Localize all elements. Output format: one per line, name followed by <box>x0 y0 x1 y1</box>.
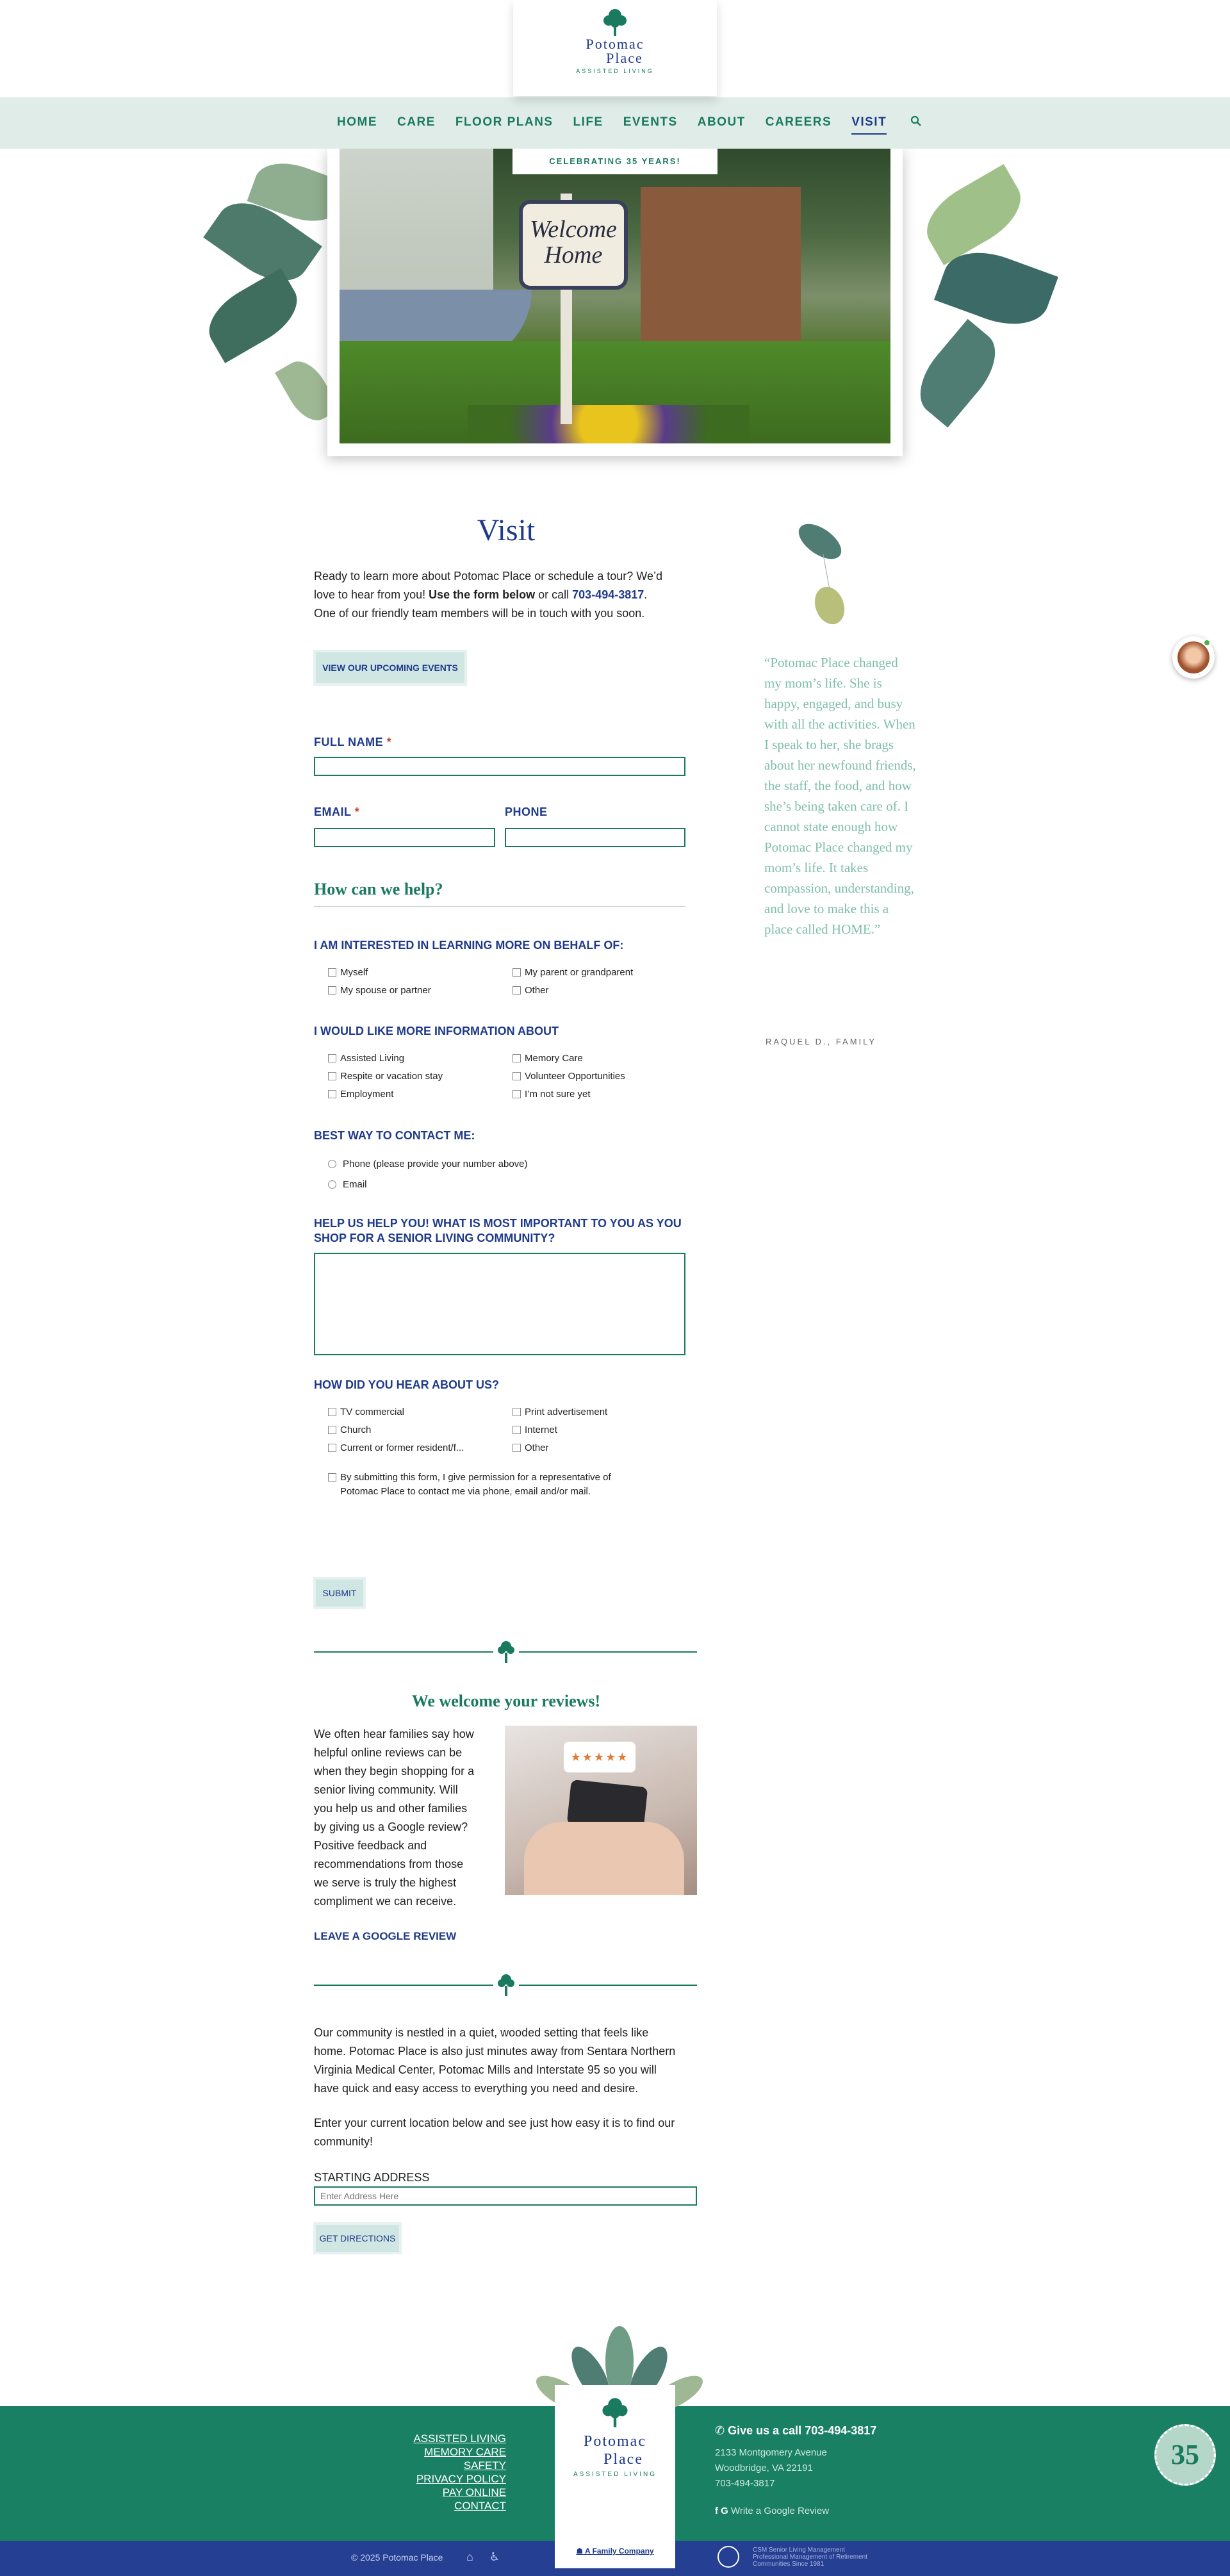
family-company-text: A Family Company <box>585 2547 654 2555</box>
site-logo[interactable] <box>513 0 717 96</box>
option-label: Current or former resident/f... <box>340 1442 464 1453</box>
behalf-label: I AM INTERESTED IN LEARNING MORE ON BEHALF OF: <box>314 939 624 952</box>
checkbox[interactable] <box>328 1473 336 1482</box>
review-phone-photo <box>505 1726 697 1895</box>
nav-floor-plans[interactable]: FLOOR PLANS <box>455 115 554 129</box>
review-bubble: ★★★★★ <box>564 1742 636 1772</box>
reviews-line: We often hear families say how <box>314 1728 474 1740</box>
chat-avatar-button[interactable] <box>1172 636 1215 679</box>
csm-logo-icon <box>718 2546 739 2568</box>
directions-line: community! <box>314 2135 373 2148</box>
directions-line: home. Potomac Place is also just minutes away from Sentara Northern <box>314 2045 676 2058</box>
checkbox-not-sure[interactable] <box>512 1089 591 1100</box>
logo-line1: Potomac <box>586 36 644 52</box>
consent-line: Potomac Place to contact me via phone, email and/or mail. <box>340 1486 591 1497</box>
decorative-leaf <box>906 319 1010 428</box>
nav-visit[interactable]: VISIT <box>851 115 887 135</box>
reviews-line: you help us and other families <box>314 1802 468 1815</box>
email-label <box>314 805 359 819</box>
tree-logo-icon <box>599 2391 631 2432</box>
nav-care[interactable]: CARE <box>397 115 436 129</box>
checkbox[interactable] <box>512 1408 521 1416</box>
sign-text-1: Welcome <box>530 216 617 243</box>
consent-text <box>340 1471 611 1499</box>
badge-number: 35 <box>1171 2439 1199 2470</box>
divider-line <box>519 1651 697 1653</box>
footer-contact <box>715 2424 876 2516</box>
welcome-sign <box>519 200 628 290</box>
family-icon: ☗ <box>576 2547 584 2555</box>
directions-line: Our community is nestled in a quiet, wooded setting that feels like <box>314 2026 649 2039</box>
reviews-heading: We welcome your reviews! <box>411 1692 601 1710</box>
checkbox-myself[interactable] <box>328 967 368 978</box>
label-text: FULL NAME <box>314 736 384 748</box>
label-line: HELP US HELP YOU! WHAT IS MOST IMPORTANT TO YOU AS YOU <box>314 1217 682 1230</box>
directions-text <box>314 2024 711 2098</box>
tree-divider-icon <box>497 1640 515 1663</box>
checkbox[interactable] <box>512 1072 521 1080</box>
checkbox-respite[interactable] <box>328 1071 443 1082</box>
checkbox[interactable] <box>328 1426 336 1434</box>
directions-line: have quick and easy access to everything you need and desire. <box>314 2082 639 2095</box>
checkbox[interactable] <box>328 1090 336 1098</box>
checkbox-other[interactable] <box>512 985 549 996</box>
footer-logo-line1: Potomac <box>584 2433 646 2450</box>
required-mark: * <box>386 736 392 748</box>
option-label: Phone (please provide your number above) <box>343 1159 528 1169</box>
checkbox[interactable] <box>512 1426 521 1434</box>
footer-call-line <box>715 2424 876 2438</box>
directions-line: Enter your current location below and see just how easy it is to find our <box>314 2117 675 2129</box>
reviews-line: helpful online reviews can be <box>314 1746 463 1759</box>
starting-address-label: STARTING ADDRESS <box>314 2171 430 2184</box>
nav-careers[interactable]: CAREERS <box>765 115 832 129</box>
footer-link-safety[interactable]: SAFETY <box>463 2459 506 2472</box>
checkbox-memory-care[interactable] <box>512 1053 583 1064</box>
checkbox[interactable] <box>328 1054 336 1062</box>
reviews-line: recommendations from those <box>314 1858 464 1870</box>
nav-list <box>337 115 942 135</box>
nav-life[interactable]: LIFE <box>573 115 603 129</box>
option-label: My parent or grandparent <box>525 967 634 978</box>
csm-line: CSM Senior Living Management <box>753 2547 845 2554</box>
hero-photo <box>340 149 890 443</box>
footer-review-row[interactable] <box>715 2506 876 2516</box>
reviews-line: compliment we can receive. <box>314 1895 457 1908</box>
logo-subtitle: ASSISTED LIVING <box>576 68 654 74</box>
footer-link-contact[interactable]: CONTACT <box>454 2500 506 2512</box>
leaves-icon <box>785 516 855 631</box>
intro-bold: Use the form below <box>429 588 536 601</box>
35-years-badge <box>1154 2424 1216 2486</box>
star-rating-icon: ★★★★ <box>570 1751 618 1763</box>
option-label: Other <box>525 985 549 996</box>
full-name-label <box>314 736 391 749</box>
checkbox-spouse[interactable] <box>328 985 431 996</box>
reviews-line: we serve is truly the highest <box>314 1876 457 1889</box>
csm-text <box>753 2547 867 2568</box>
reviews-line: by giving us a Google review? <box>314 1821 468 1833</box>
help-divider <box>314 906 685 907</box>
checkbox-parent[interactable] <box>512 967 633 978</box>
label-text: EMAIL <box>314 805 352 818</box>
footer-link-pay-online[interactable]: PAY ONLINE <box>442 2486 506 2498</box>
phone-label: PHONE <box>505 805 548 818</box>
intro-line-1: Ready to learn more about Potomac Place or schedule a tour? We’d <box>314 570 662 582</box>
option-label: Myself <box>340 967 368 978</box>
radio[interactable] <box>328 1160 336 1168</box>
full-name-input[interactable] <box>314 757 685 776</box>
checkbox[interactable] <box>512 1054 521 1062</box>
checkbox-internet[interactable] <box>512 1424 557 1435</box>
family-company-label <box>555 2547 675 2555</box>
brick-building <box>641 187 801 341</box>
intro-text: or call <box>535 588 573 601</box>
page-title: Visit <box>477 513 536 547</box>
option-label: Email <box>343 1179 367 1190</box>
main-nav <box>0 97 1230 149</box>
nav-events[interactable]: EVENTS <box>623 115 678 129</box>
testimonial-author: RAQUEL D., FAMILY <box>766 1037 877 1046</box>
reviews-line: Positive feedback and <box>314 1839 427 1852</box>
visit-intro <box>314 567 698 623</box>
divider-line <box>519 1985 697 1986</box>
decorative-leaf <box>198 268 308 363</box>
option-label: Other <box>525 1442 549 1453</box>
phone-icon: ✆ <box>715 2424 725 2437</box>
footer-link-assisted-living[interactable]: ASSISTED LIVING <box>413 2432 506 2445</box>
consent-checkbox[interactable] <box>328 1471 611 1499</box>
footer-links <box>359 2432 506 2513</box>
avatar <box>1177 641 1210 673</box>
reviews-line: when they begin shopping for a <box>314 1765 475 1778</box>
facebook-icon[interactable]: f <box>715 2506 718 2516</box>
address-line: 2133 Montgomery Avenue <box>715 2447 827 2458</box>
email-input[interactable] <box>314 828 495 847</box>
important-label <box>314 1216 698 1246</box>
testimonial-quote: “Potomac Place changed my mom’s life. She is happy, engaged, and busy with all the activities. When I speak to her, she brags about her newfound friends, the staff, the food, and how she’s being taken care of. I cannot state enough how Potomac Place changed my mom’s life. It takes compassion, understanding, and love to make this a place called HOME.” <box>764 655 916 937</box>
contact-label: BEST WAY TO CONTACT ME: <box>314 1129 475 1142</box>
search-icon[interactable] <box>910 115 922 135</box>
divider-line <box>314 1985 493 1986</box>
call-prefix: Give us a call <box>728 2424 805 2437</box>
intro-line-3: One of our friendly team members will be in touch with you soon. <box>314 607 645 620</box>
upcoming-events-button[interactable]: VIEW OUR UPCOMING EVENTS <box>313 650 467 686</box>
option-label: Respite or vacation stay <box>340 1071 443 1082</box>
online-indicator <box>1203 639 1211 647</box>
radio-email[interactable] <box>328 1179 367 1190</box>
address-phone: 703-494-3817 <box>715 2478 775 2489</box>
flower-bed <box>468 405 750 443</box>
reviews-body <box>314 1725 500 1911</box>
get-directions-button[interactable]: GET DIRECTIONS <box>313 2222 402 2254</box>
celebrating-badge: CELEBRATING 35 YEARS! <box>512 149 718 174</box>
csm-line: Communities Since 1981 <box>753 2561 824 2568</box>
starting-address-input[interactable] <box>314 2186 697 2206</box>
option-label: Internet <box>525 1424 557 1435</box>
option-label: Print advertisement <box>525 1407 608 1417</box>
checkbox-church[interactable] <box>328 1424 371 1435</box>
option-label: Memory Care <box>525 1053 583 1064</box>
checkbox[interactable] <box>512 1444 521 1452</box>
tree-logo-icon <box>600 6 630 37</box>
option-label: TV commercial <box>340 1407 405 1417</box>
checkbox-assisted-living[interactable] <box>328 1053 404 1064</box>
checkbox[interactable] <box>512 1090 521 1098</box>
checkbox-volunteer[interactable] <box>512 1071 625 1082</box>
equal-housing-icon: ⌂ <box>466 2550 473 2563</box>
important-textarea[interactable] <box>314 1253 685 1355</box>
google-review-link[interactable]: LEAVE A GOOGLE REVIEW <box>314 1930 457 1942</box>
sign-text-2: Home <box>544 242 603 268</box>
divider-line <box>314 1651 493 1653</box>
intro-line-2: love to hear from you! Use the form below or call 703-494-3817. <box>314 588 648 601</box>
google-icon[interactable]: G <box>721 2506 728 2516</box>
footer-logo[interactable] <box>555 2385 675 2568</box>
footer-logo-subtitle: ASSISTED LIVING <box>573 2471 657 2478</box>
checkbox[interactable] <box>328 986 336 995</box>
copyright: © 2025 Potomac Place <box>351 2552 443 2563</box>
consent-line: By submitting this form, I give permission for a representative of <box>340 1472 611 1483</box>
reviews-line: senior living community. Will <box>314 1783 458 1796</box>
hands <box>524 1822 684 1895</box>
logo-line2: Place <box>606 50 643 66</box>
nav-home[interactable]: HOME <box>337 115 377 129</box>
tree-divider-icon <box>497 1973 515 1996</box>
option-label: I’m not sure yet <box>525 1089 591 1100</box>
checkbox[interactable] <box>512 986 521 995</box>
info-label: I WOULD LIKE MORE INFORMATION ABOUT <box>314 1025 559 1037</box>
intro-text: love to hear from you! <box>314 588 429 601</box>
checkbox[interactable] <box>328 1408 336 1416</box>
hear-label: HOW DID YOU HEAR ABOUT US? <box>314 1378 500 1391</box>
address-line: Woodbridge, VA 22191 <box>715 2463 813 2473</box>
radio[interactable] <box>328 1180 336 1189</box>
nav-about[interactable]: ABOUT <box>697 115 746 129</box>
required-mark: * <box>354 805 360 818</box>
submit-button[interactable]: SUBMIT <box>313 1577 366 1609</box>
accessibility-icon[interactable]: ♿ <box>489 2550 500 2563</box>
checkbox-print[interactable] <box>512 1407 607 1417</box>
help-heading: How can we help? <box>314 880 443 898</box>
checkbox-tv[interactable] <box>328 1407 404 1417</box>
footer-link-memory-care[interactable]: MEMORY CARE <box>424 2446 506 2458</box>
checkbox[interactable] <box>512 968 521 977</box>
intro-phone-link[interactable]: 703-494-3817 <box>572 588 644 601</box>
checkbox-resident[interactable] <box>328 1442 464 1453</box>
label-line: SHOP FOR A SENIOR LIVING COMMUNITY? <box>314 1232 555 1244</box>
phone-input[interactable] <box>505 828 685 847</box>
directions-line: Virginia Medical Center, Potomac Mills and Interstate 95 so you will <box>314 2063 657 2076</box>
csm-line: Professional Management of Retirement <box>753 2554 867 2561</box>
checkbox[interactable] <box>328 1072 336 1080</box>
checkbox[interactable] <box>328 968 336 977</box>
option-label: Church <box>340 1424 372 1435</box>
checkbox-hear-other[interactable] <box>512 1442 549 1453</box>
option-label: Assisted Living <box>340 1053 405 1064</box>
checkbox-employment[interactable] <box>328 1089 393 1100</box>
decorative-leaf <box>915 164 1033 265</box>
footer-review-link[interactable]: Write a Google Review <box>731 2506 830 2516</box>
footer-link-privacy[interactable]: PRIVACY POLICY <box>416 2473 506 2485</box>
option-label: Volunteer Opportunities <box>525 1071 625 1082</box>
checkbox[interactable] <box>328 1444 336 1452</box>
footer-address <box>715 2445 876 2491</box>
option-label: Employment <box>340 1089 394 1100</box>
footer-logo-line2: Place <box>603 2451 643 2468</box>
directions-prompt <box>314 2114 711 2151</box>
option-label: My spouse or partner <box>340 985 431 996</box>
radio-phone[interactable] <box>328 1159 528 1169</box>
footer-phone-link[interactable]: 703-494-3817 <box>805 2424 877 2437</box>
